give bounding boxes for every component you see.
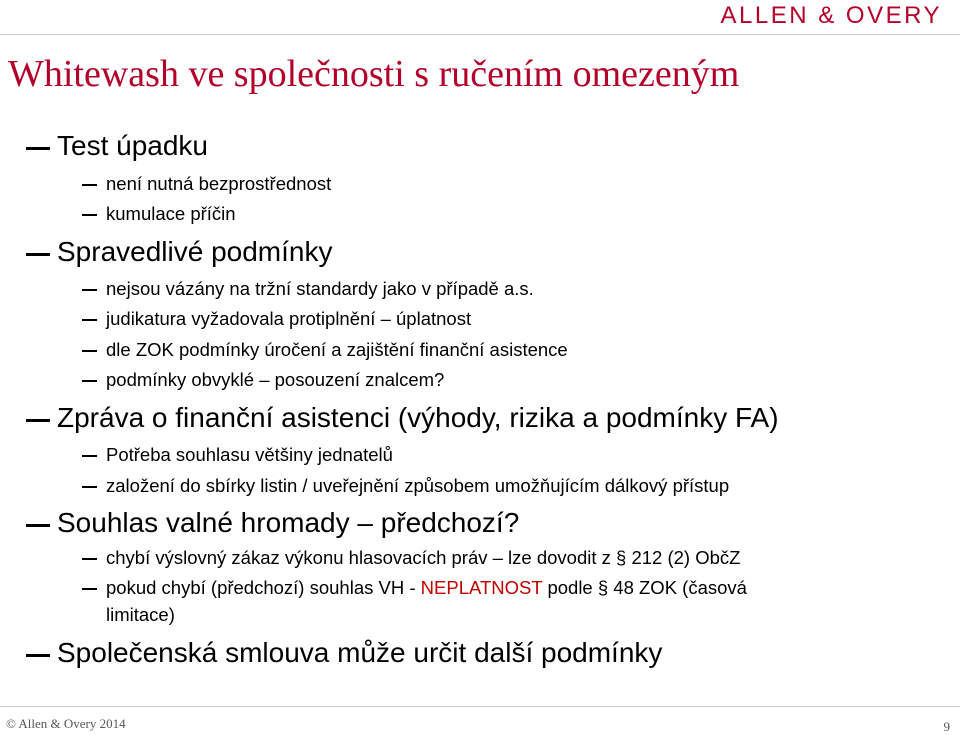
sub-bullet: chybí výslovný zákaz výkonu hlasovacích práv – lze dovodit z § 212 (2) ObčZ <box>106 547 741 568</box>
page-number: 9 <box>943 719 950 734</box>
footer-divider <box>0 706 960 707</box>
sub-bullet: kumulace příčin <box>106 203 236 224</box>
sub-bullet: Potřeba souhlasu většiny jednatelů <box>106 444 393 465</box>
bullet-test-upadku: Test úpadku <box>57 130 208 161</box>
neplatnost-highlight: NEPLATNOST <box>420 577 543 598</box>
bullet-souhlas-vh: Souhlas valné hromady – předchozí? <box>57 507 520 538</box>
brand-logo: ALLEN & OVERY <box>720 2 942 29</box>
sub-bullet-continuation <box>106 604 175 626</box>
sub-bullet: založení do sbírky listin / uveřejnění způsobem umožňujícím dálkový přístup <box>106 475 730 496</box>
bullet-spravedlive-podminky: Spravedlivé podmínky <box>57 236 333 267</box>
sub-bullet-text: pokud chybí (předchozí) souhlas VH - <box>106 577 421 598</box>
sub-bullet: nejsou vázány na tržní standardy jako v případě a.s. <box>106 278 534 299</box>
sub-bullet: podmínky obvyklé – posouzení znalcem? <box>106 369 445 390</box>
slide-title: Whitewash ve společnosti s ručením omezeným <box>8 53 740 95</box>
bullet-zprava: Zpráva o finanční asistenci (výhody, rizika a podmínky FA) <box>57 402 779 433</box>
bullet-spolecenska-smlouva: Společenská smlouva může určit další podmínky <box>57 637 663 668</box>
copyright-text: © Allen & Overy 2014 <box>6 716 126 731</box>
sub-bullet: dle ZOK podmínky úročení a zajištění finanční asistence <box>106 339 568 360</box>
header-divider <box>0 34 960 35</box>
sub-bullet-text: limitace) <box>106 604 175 625</box>
sub-bullet: není nutná bezprostřednost <box>106 173 332 194</box>
sub-bullet-text: podle § 48 ZOK (časová <box>542 577 747 598</box>
sub-bullet-neplatnost <box>106 577 747 599</box>
sub-bullet: judikatura vyžadovala protiplnění – úplatnost <box>106 308 472 329</box>
